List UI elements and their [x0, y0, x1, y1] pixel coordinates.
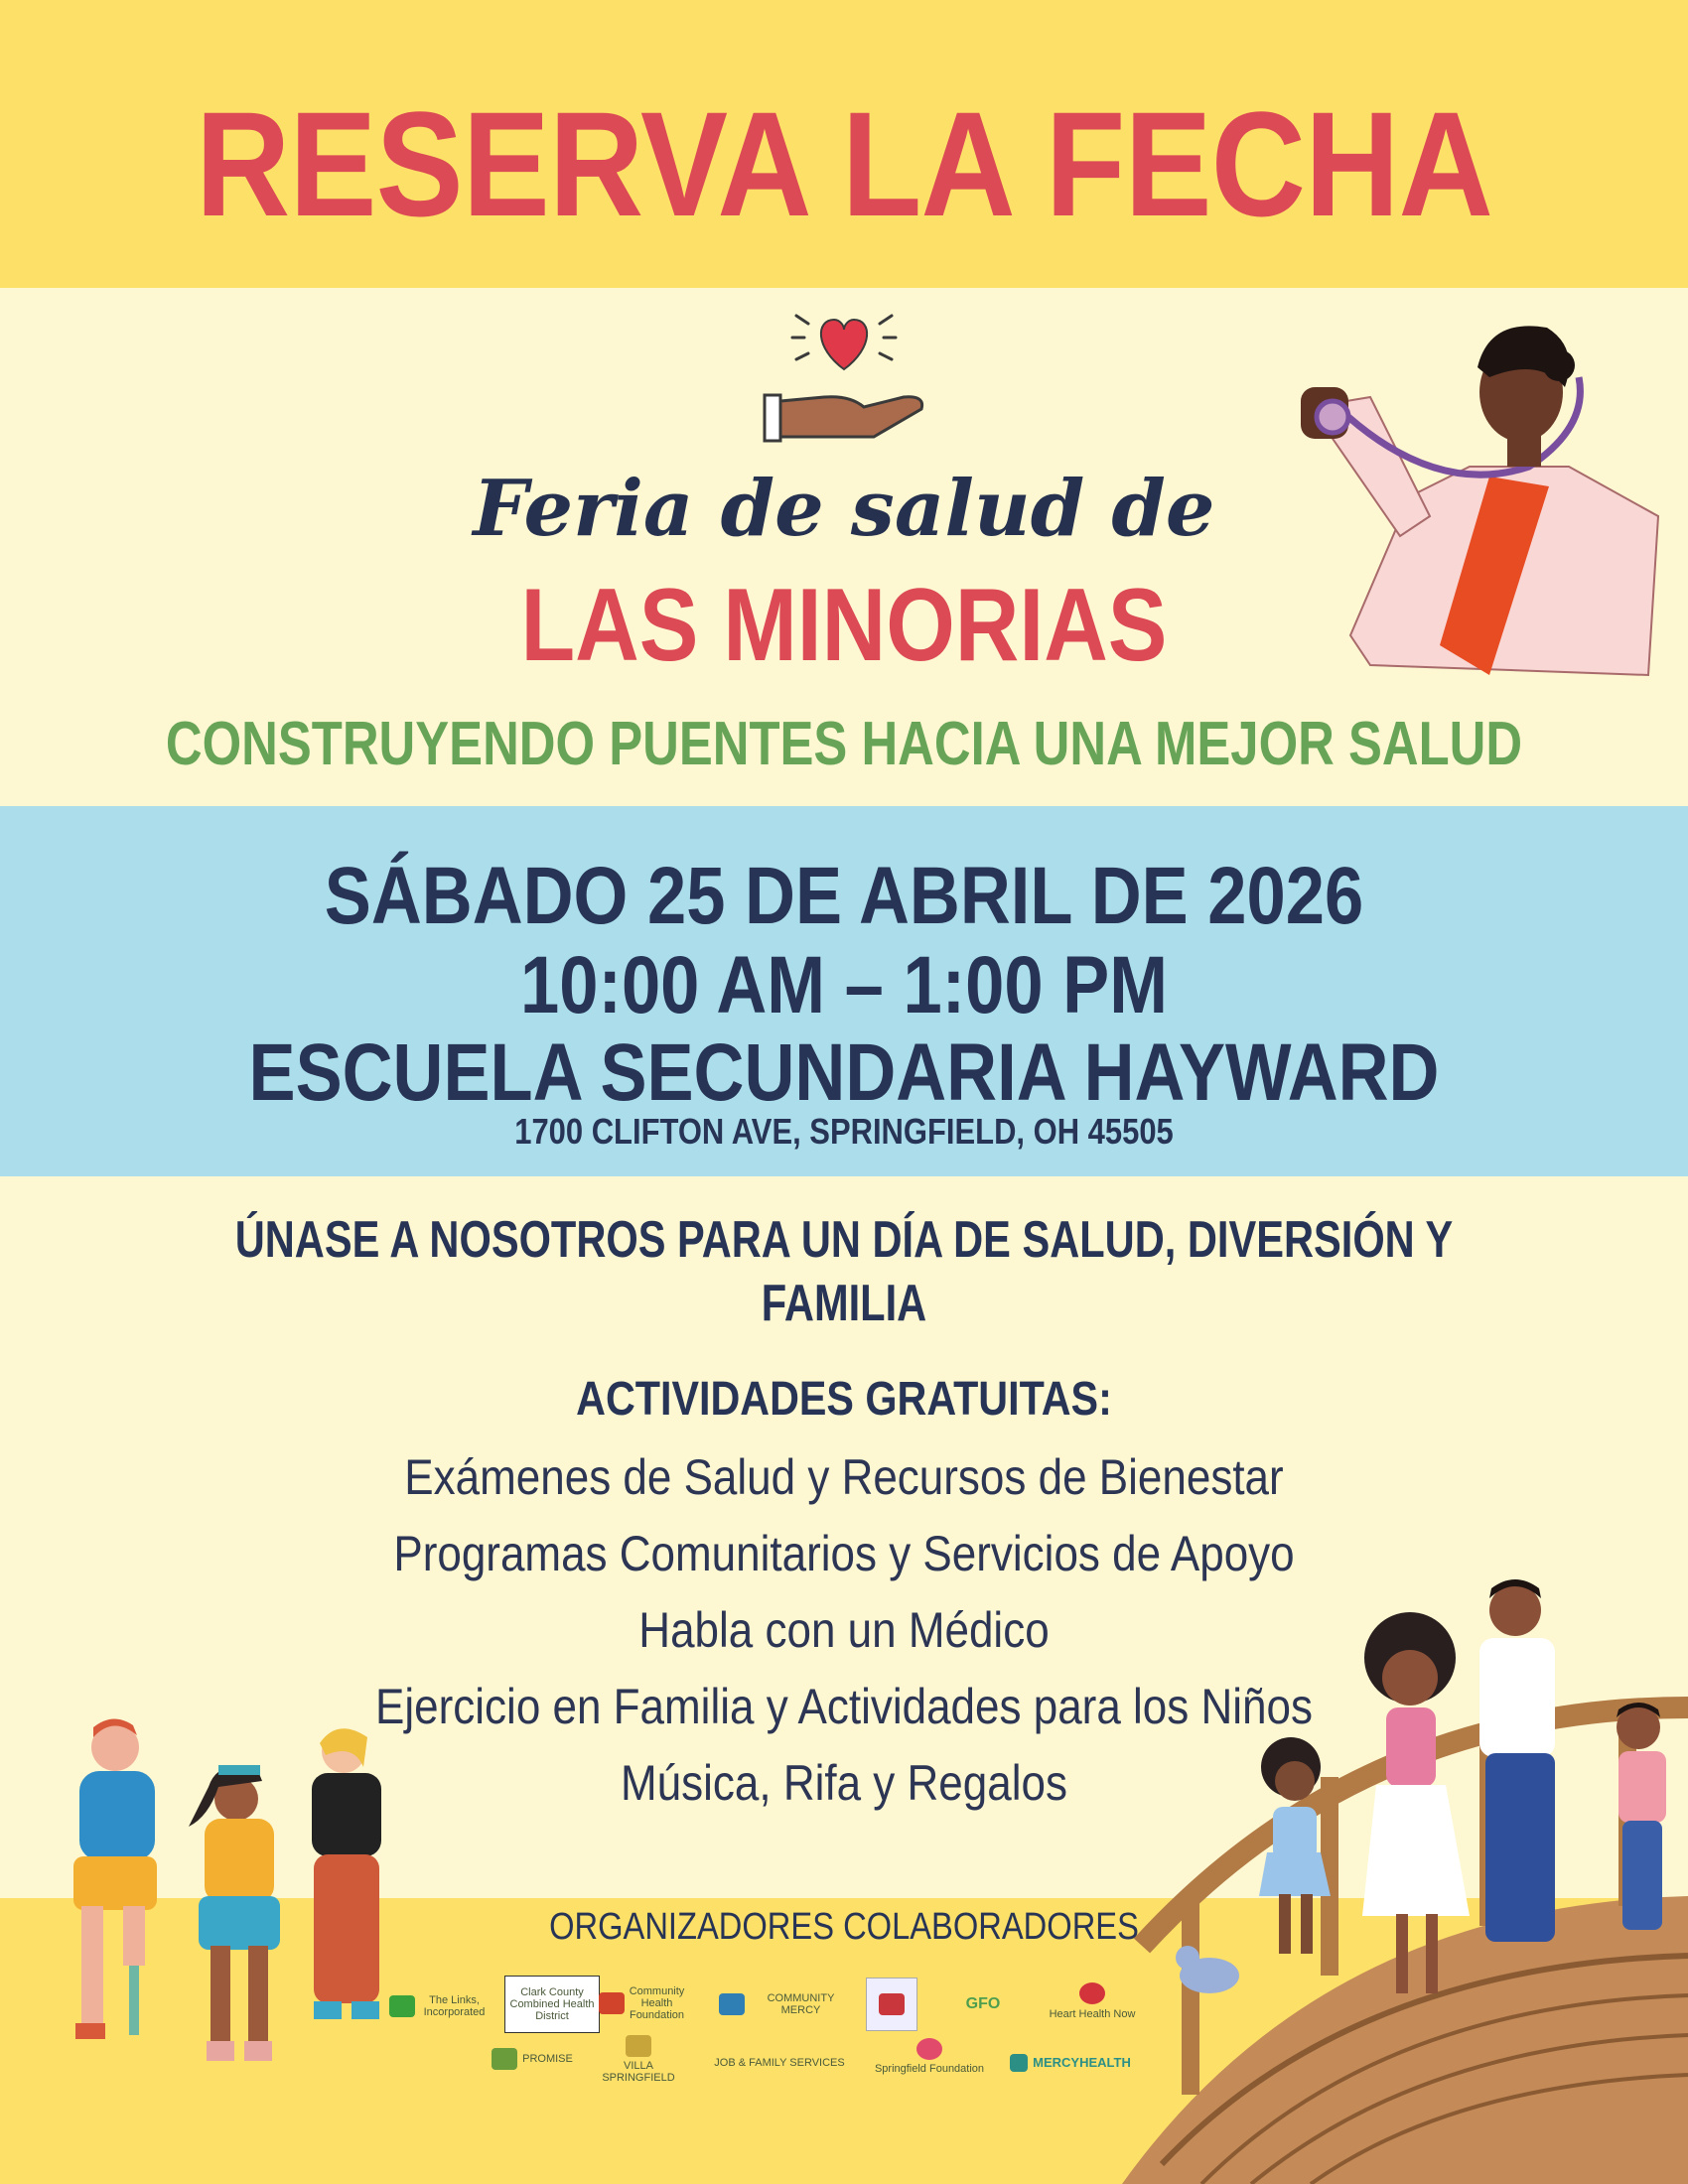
list-item: Habla con un Médico — [638, 1602, 1050, 1658]
list-item: Exámenes de Salud y Recursos de Bienestar — [404, 1449, 1284, 1505]
event-venue: ESCUELA SECUNDARIA HAYWARD — [248, 1027, 1440, 1118]
villa-logo-icon — [626, 2035, 651, 2057]
sponsor-logo-health-foundation: Community Health Foundation — [600, 1978, 683, 2029]
list-item: Música, Rifa y Regalos — [621, 1755, 1067, 1811]
sponsor-logo-community-mercy: COMMUNITY MERCY — [719, 1981, 852, 2027]
family-bridge-illustration — [1122, 1569, 1688, 2184]
sponsor-logo-jfs: JOB & FAMILY SERVICES — [714, 2057, 845, 2069]
sponsor-logo-mercyhealth: MERCYHEALTH — [997, 2045, 1144, 2081]
heart-hand-icon — [755, 298, 933, 457]
mercyhealth-logo-icon — [1010, 2054, 1028, 2072]
health-foundation-logo-icon — [599, 1992, 625, 2014]
heart-health-logo-icon — [1079, 1982, 1105, 2004]
page-title: RESERVA LA FECHA — [195, 80, 1493, 247]
flag-logo-icon — [879, 1993, 905, 2015]
sponsor-logo-villa: VILLA SPRINGFIELD — [596, 2035, 681, 2083]
sponsor-logo-health-district: Clark County Combined Health District — [504, 1976, 600, 2033]
sponsor-logo-links: The Links, Incorporated — [389, 1981, 489, 2031]
event-date: SÁBADO 25 DE ABRIL DE 2026 — [324, 851, 1364, 941]
sponsor-logo-springfield-foundation: Springfield Foundation — [874, 2029, 985, 2083]
event-subtitle: Feria de salud de — [473, 464, 1215, 554]
event-invitation: ÚNASE A NOSOTROS PARA UN DÍA DE SALUD, DIVERSIÓN Y FAMILIA — [234, 1211, 1454, 1332]
community-mercy-logo-icon — [719, 1993, 745, 2015]
links-logo-icon — [389, 1995, 415, 2017]
list-item: Programas Comunitarios y Servicios de Apoyo — [393, 1526, 1295, 1581]
event-name: LAS MINORIAS — [520, 568, 1168, 683]
sponsor-logo-flag — [866, 1978, 917, 2031]
list-item: Ejercicio en Familia y Actividades para los Niños — [375, 1679, 1313, 1734]
sponsor-logo-heart-health: Heart Health Now — [1043, 1974, 1142, 2029]
sponsor-logo-gfo: GFO — [965, 1995, 1001, 2012]
springfield-foundation-logo-icon — [916, 2038, 942, 2060]
promise-logo-icon — [492, 2048, 517, 2070]
runners-illustration — [60, 1707, 417, 2105]
activities-title: ACTIVIDADES GRATUITAS: — [576, 1373, 1112, 1426]
sponsor-logo-promise: PROMISE — [483, 2035, 582, 2083]
event-address: 1700 CLIFTON AVE, SPRINGFIELD, OH 45505 — [514, 1111, 1174, 1152]
sponsors-title: ORGANIZADORES COLABORADORES — [549, 1906, 1139, 1948]
event-time: 10:00 AM – 1:00 PM — [520, 940, 1168, 1030]
event-tagline: CONSTRUYENDO PUENTES HACIA UNA MEJOR SALUD — [165, 710, 1523, 778]
